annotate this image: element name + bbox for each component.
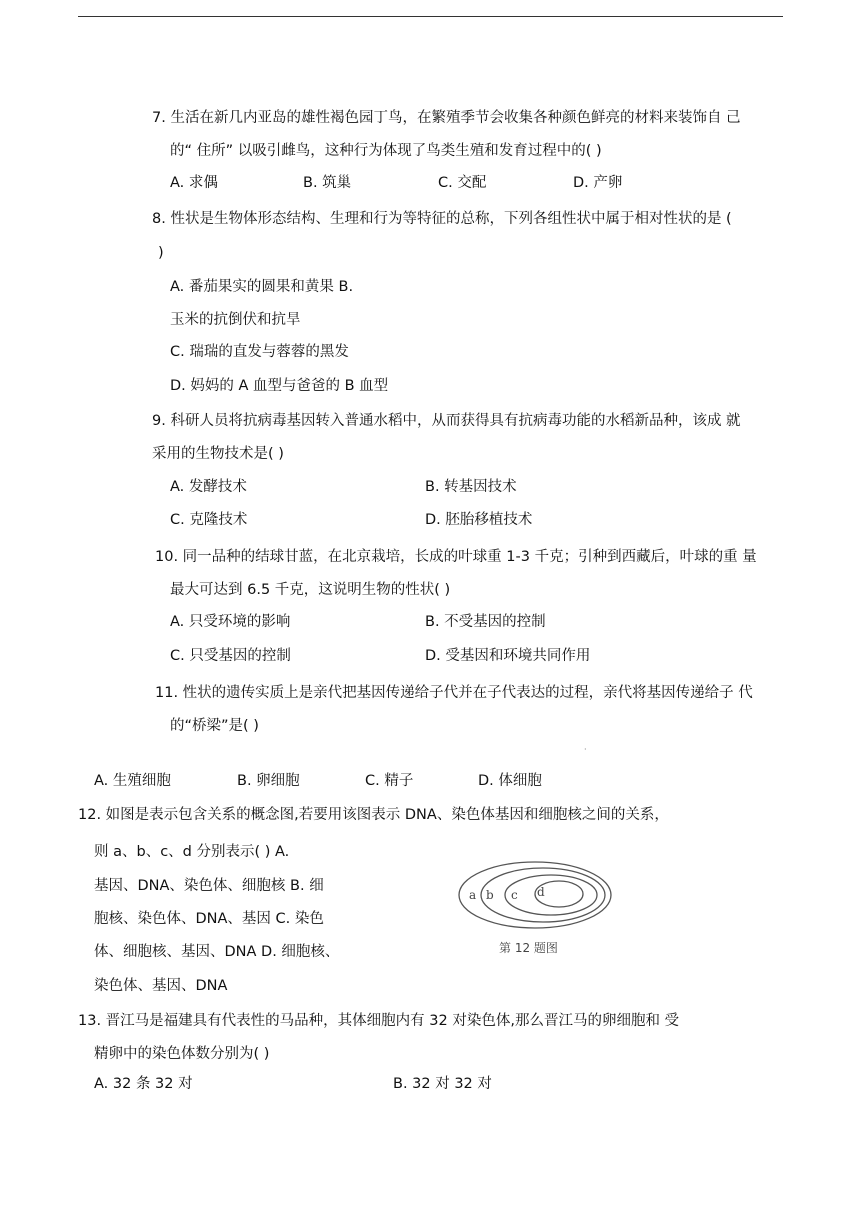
q7-stem-line2: 的“ 住所” 以吸引雌鸟，这种行为体现了鸟类生殖和发育过程中的( ) xyxy=(170,143,602,159)
q7-option-d: D. 产卵 xyxy=(573,175,623,191)
q7-option-a: A. 求偶 xyxy=(170,175,218,191)
q11-option-b: B. 卵细胞 xyxy=(237,773,300,789)
q13-option-a: A. 32 条 32 对 xyxy=(94,1076,193,1092)
label-b: b xyxy=(486,888,494,902)
q12-text-line: 染色体、基因、DNA xyxy=(94,978,228,994)
q12-text-line: 则 a、b、c、d 分别表示( ) A. xyxy=(94,844,290,860)
q7-option-b: B. 筑巢 xyxy=(303,175,352,191)
q11-option-a: A. 生殖细胞 xyxy=(94,773,171,789)
label-a: a xyxy=(469,888,477,902)
scan-dot-mark: · xyxy=(584,745,587,754)
q9-option-b: B. 转基因技术 xyxy=(425,479,517,495)
q12-text-line: 基因、DNA、染色体、细胞核 B. 细 xyxy=(94,878,324,894)
label-c: c xyxy=(511,888,518,902)
q9-option-a: A. 发酵技术 xyxy=(170,479,247,495)
q10-stem-line2: 最大可达到 6.5 千克，这说明生物的性状( ) xyxy=(170,582,451,598)
q11-option-d: D. 体细胞 xyxy=(478,773,542,789)
q8-option-b: 玉米的抗倒伏和抗旱 xyxy=(170,312,301,328)
q13-option-b: B. 32 对 32 对 xyxy=(393,1076,492,1092)
q10-option-c: C. 只受基因的控制 xyxy=(170,648,291,664)
q12-text-line: 体、细胞核、基因、DNA D. 细胞核、 xyxy=(94,944,340,960)
q9-stem-line1: 9. 科研人员将抗病毒基因转入普通水稻中，从而获得具有抗病毒功能的水稻新品种，该成 就 xyxy=(152,413,741,429)
label-d: d xyxy=(537,885,545,899)
q8-stem-line2: ) xyxy=(158,245,164,261)
q8-option-a: A. 番茄果实的圆果和黄果 B. xyxy=(170,279,354,295)
q13-stem-line1: 13. 晋江马是福建具有代表性的马品种，其体细胞内有 32 对染色体,那么晋江马的卵细胞和 受 xyxy=(78,1013,680,1029)
q8-option-c: C. 瑞瑞的直发与蓉蓉的黑发 xyxy=(170,344,349,360)
q8-option-d: D. 妈妈的 A 血型与爸爸的 B 血型 xyxy=(170,378,389,394)
q11-stem-line2: 的“桥梁”是( ) xyxy=(170,718,259,734)
q7-option-c: C. 交配 xyxy=(438,175,487,191)
q8-stem-line1: 8. 性状是生物体形态结构、生理和行为等特征的总称，下列各组性状中属于相对性状的是 ( xyxy=(152,211,732,227)
q13-stem-line2: 精卵中的染色体数分别为( ) xyxy=(94,1046,270,1062)
q10-option-d: D. 受基因和环境共同作用 xyxy=(425,648,591,664)
figure-caption: 第 12 题图 xyxy=(499,941,558,955)
q10-option-b: B. 不受基因的控制 xyxy=(425,614,546,630)
q11-option-c: C. 精子 xyxy=(365,773,414,789)
q7-stem-line1: 7. 生活在新几内亚岛的雄性褐色园丁鸟，在繁殖季节会收集各种颜色鲜亮的材料来装饰自 己 xyxy=(152,110,741,126)
header-rule xyxy=(78,16,783,17)
q9-option-c: C. 克隆技术 xyxy=(170,512,248,528)
q10-stem-line1: 10. 同一品种的结球甘蓝，在北京栽培，长成的叶球重 1-3 千克；引种到西藏后，叶球的重 量 xyxy=(155,549,757,565)
q12-concept-diagram xyxy=(455,858,615,958)
q12-text-line: 胞核、染色体、DNA、基因 C. 染色 xyxy=(94,911,324,927)
q10-option-a: A. 只受环境的影响 xyxy=(170,614,291,630)
q9-option-d: D. 胚胎移植技术 xyxy=(425,512,533,528)
q11-stem-line1: 11. 性状的遗传实质上是亲代把基因传递给子代并在子代表达的过程，亲代将基因传递给子 代 xyxy=(155,685,753,701)
q12-stem-line1: 12. 如图是表示包含关系的概念图,若要用该图表示 DNA、染色体基因和细胞核之间的关系， xyxy=(78,807,669,823)
q9-stem-line2: 采用的生物技术是( ) xyxy=(152,446,284,462)
